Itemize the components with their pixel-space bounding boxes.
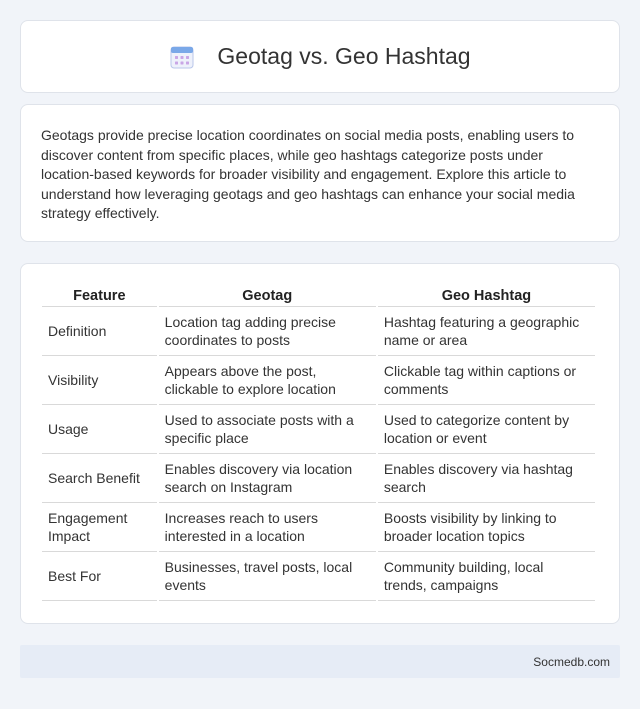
title-card xyxy=(20,20,620,93)
row-geo-hashtag: Used to categorize content by location or event xyxy=(378,405,595,454)
table-header-row xyxy=(42,286,595,307)
table-row xyxy=(42,307,595,356)
row-geo-hashtag: Clickable tag within captions or comments xyxy=(378,356,595,405)
comparison-card xyxy=(20,263,620,624)
header-geotag: Geotag xyxy=(159,286,376,307)
header-geo-hashtag: Geo Hashtag xyxy=(378,286,595,307)
table-row xyxy=(42,454,595,503)
calendar-icon xyxy=(169,44,195,70)
table-row xyxy=(42,405,595,454)
comparison-table xyxy=(40,286,597,601)
row-geotag: Location tag adding precise coordinates to posts xyxy=(159,307,376,356)
row-geo-hashtag: Enables discovery via hashtag search xyxy=(378,454,595,503)
intro-paragraph: Geotags provide precise location coordinates on social media posts, enabling users to discover content from specific places, while geo hashtags categorize posts under location-based keywords for broader visibility and engagement. Explore this article to understand how leveraging geotags and geo hashtags can enhance your social media strategy effectively. xyxy=(41,127,575,221)
row-geotag: Businesses, travel posts, local events xyxy=(159,552,376,601)
table-row xyxy=(42,356,595,405)
footer xyxy=(20,645,620,678)
row-feature: Best For xyxy=(42,552,157,601)
row-geo-hashtag: Community building, local trends, campaigns xyxy=(378,552,595,601)
row-feature: Search Benefit xyxy=(42,454,157,503)
row-geo-hashtag: Boosts visibility by linking to broader location topics xyxy=(378,503,595,552)
row-geotag: Used to associate posts with a specific place xyxy=(159,405,376,454)
row-feature: Definition xyxy=(42,307,157,356)
table-row xyxy=(42,503,595,552)
row-feature: Visibility xyxy=(42,356,157,405)
row-feature: Engagement Impact xyxy=(42,503,157,552)
row-feature: Usage xyxy=(42,405,157,454)
page-title: Geotag vs. Geo Hashtag xyxy=(217,43,471,69)
row-geotag: Increases reach to users interested in a location xyxy=(159,503,376,552)
header-feature: Feature xyxy=(42,286,157,307)
row-geotag: Appears above the post, clickable to explore location xyxy=(159,356,376,405)
row-geotag: Enables discovery via location search on Instagram xyxy=(159,454,376,503)
footer-site-link[interactable]: Socmedb.com xyxy=(533,654,610,669)
row-geo-hashtag: Hashtag featuring a geographic name or area xyxy=(378,307,595,356)
table-row xyxy=(42,552,595,601)
intro-card xyxy=(20,104,620,242)
